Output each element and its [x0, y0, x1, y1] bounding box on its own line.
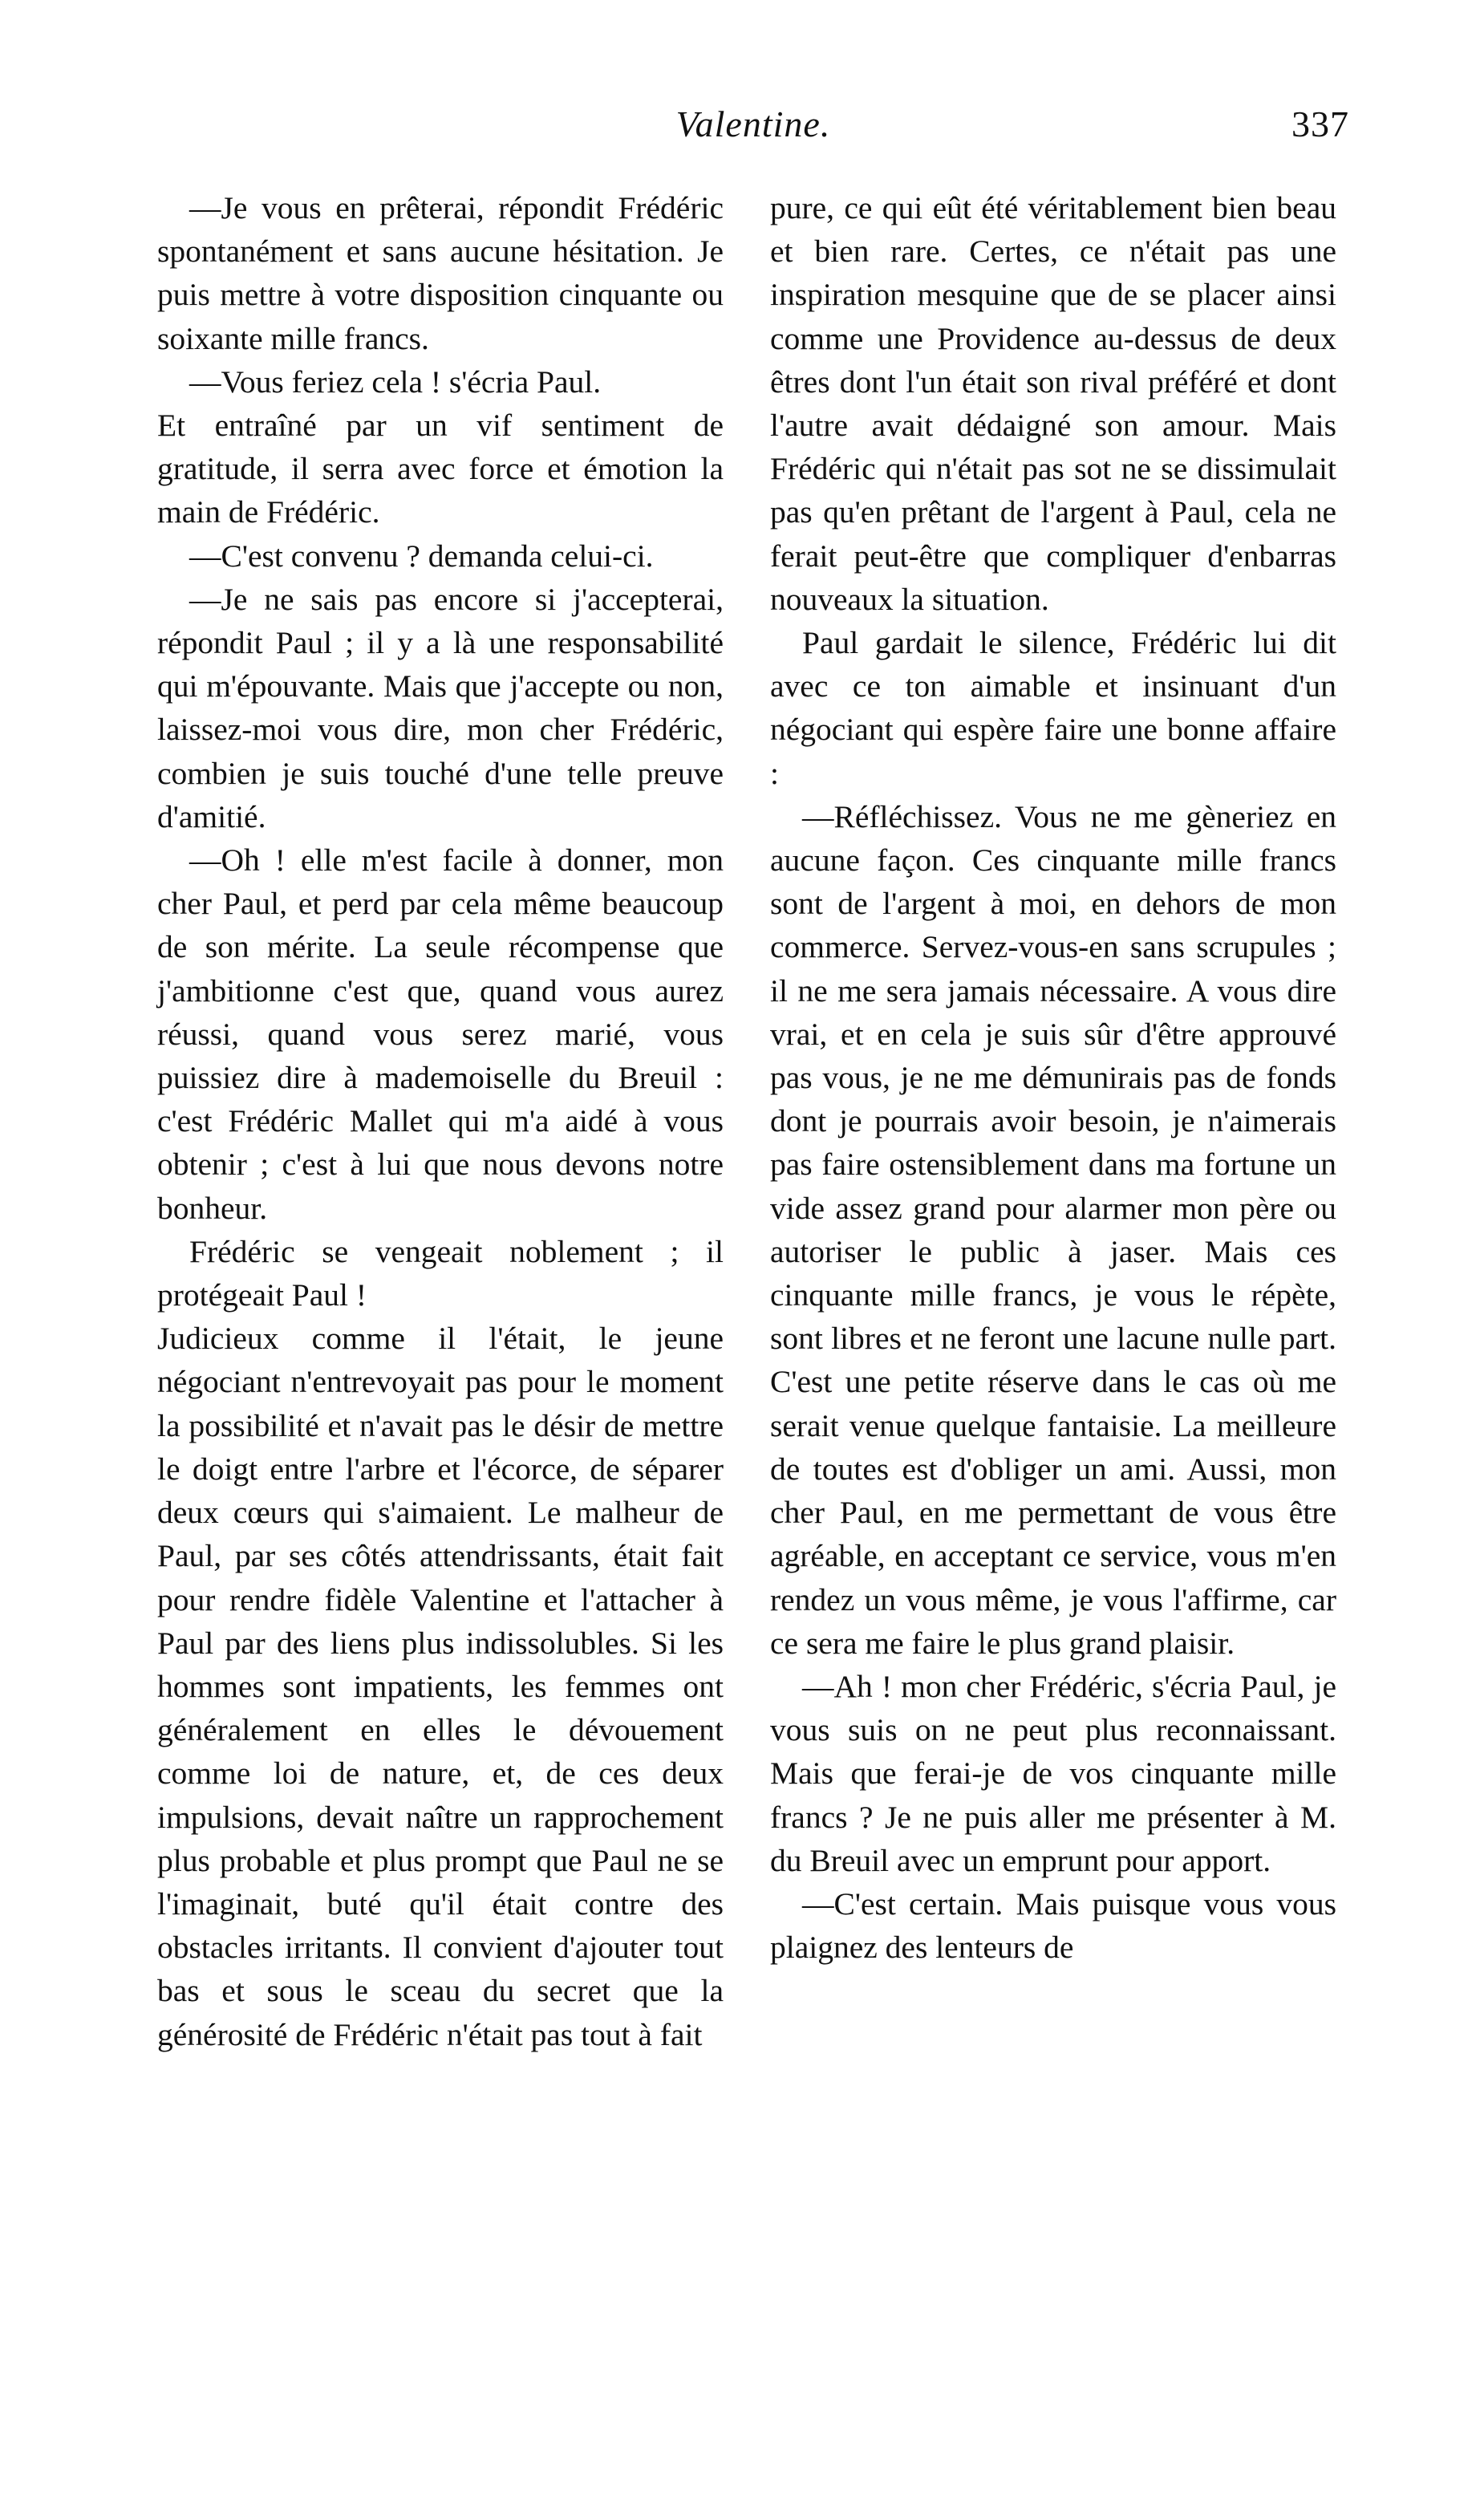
- paragraph: —Réfléchissez. Vous ne me gèneriez en aucune façon. Ces cinquante mille francs sont de l'argent à moi, en dehors de mon commerce. Servez-vous-en sans scrupules ; il ne me sera jamais nécessaire. A vous dire vrai, et en cela je suis sûr d'être approuvé pas vous, je ne me démunirais pas de fonds dont je pourrais avoir besoin, je n'aimerais pas faire ostensiblement dans ma fortune un vide assez grand pour alarmer mon père ou autoriser le public à jaser. Mais ces cinquante mille francs, je vous le répète, sont libres et ne feront une lacune nulle part. C'est une petite réserve dans le cas où me serait venue quelque fantaisie. La meilleure de toutes est d'obliger un ami. Aussi, mon cher Paul, en me permettant de vous être agréable, en acceptant ce service, vous m'en rendez un vous même, je vous l'affirme, car ce sera me faire le plus grand plaisir.: [770, 798, 1336, 1661]
- paragraph: pure, ce qui eût été véritablement bien beau et bien rare. Certes, ce n'était pas une inspiration mesquine que de se placer ainsi comme une Providence au-dessus de deux êtres dont l'un était son rival préféré et dont l'autre avait dédaigné son amour. Mais Frédéric qui n'était pas sot ne se dissimulait pas qu'en prêtant de l'argent à Paul, cela ne ferait peut-être que compliquer d'enbarras nouveaux la situation.: [770, 190, 1336, 617]
- paragraph: —Ah ! mon cher Frédéric, s'écria Paul, je vous suis on ne peut plus reconnaissant. Mais que ferai-je de vos cinquante mille francs ? Je ne puis aller me présenter à M. du Breuil avec un emprunt pour apport.: [770, 1668, 1336, 1878]
- text-column-left: [157, 186, 724, 2056]
- paragraph: Et entraîné par un vif sentiment de gratitude, il serra avec force et émotion la main de Frédéric.: [157, 408, 724, 530]
- page-number: 337: [1291, 103, 1349, 144]
- text-column-right: [770, 186, 1336, 1969]
- paragraph: —C'est certain. Mais puisque vous vous plaignez des lenteurs de: [770, 1885, 1336, 1966]
- paragraph: —C'est convenu ? demanda celui-ci.: [189, 538, 654, 574]
- paragraph: —Je vous en prêterai, répondit Frédéric spontanément et sans aucune hésitation. Je puis mettre à votre disposition cinquante ou soixante mille francs.: [157, 190, 724, 356]
- paragraph: Judicieux comme il l'était, le jeune négociant n'entrevoyait pas pour le moment la possibilité et n'avait pas le désir de mettre le doigt entre l'arbre et l'écorce, de séparer deux cœurs qui s'aimaient. Le malheur de Paul, par ses côtés attendrissants, était fait pour rendre fidèle Valentine et l'attacher à Paul par des liens plus indissolubles. Si les hommes sont impatients, les femmes ont généralement en elles le dévouement comme loi de nature, et, de ces deux impulsions, devait naître un rapprochement plus probable et plus prompt que Paul ne se l'imaginait, buté qu'il était contre des obstacles irritants. Il convient d'ajouter tout bas et sous le sceau du secret que la générosité de Frédéric n'était pas tout à fait: [157, 1321, 724, 2052]
- paragraph: —Oh ! elle m'est facile à donner, mon cher Paul, et perd par cela même beaucoup de son mérite. La seule récompense que j'ambitionne c'est que, quand vous aurez réussi, quand vous serez marié, vous puissiez dire à mademoiselle du Breuil : c'est Frédéric Mallet qui m'a aidé à vous obtenir ; c'est à lui que nous devons notre bonheur.: [157, 842, 724, 1226]
- paragraph: —Vous feriez cela ! s'écria Paul.: [189, 363, 602, 400]
- paragraph: Frédéric se vengeait noblement ; il protégeait Paul !: [157, 1233, 724, 1313]
- paragraph: Paul gardait le silence, Frédéric lui dit avec ce ton aimable et insinuant d'un négociant qui espère faire une bonne affaire :: [770, 625, 1336, 791]
- paragraph: —Je ne sais pas encore si j'accepterai, répondit Paul ; il y a là une responsabilité qui m'épouvante. Mais que j'accepte ou non, laissez-moi vous dire, mon cher Frédéric, combien je suis touché d'une telle preuve d'amitié.: [157, 581, 724, 834]
- page-header: [157, 103, 1349, 159]
- running-title: Valentine.: [675, 103, 831, 144]
